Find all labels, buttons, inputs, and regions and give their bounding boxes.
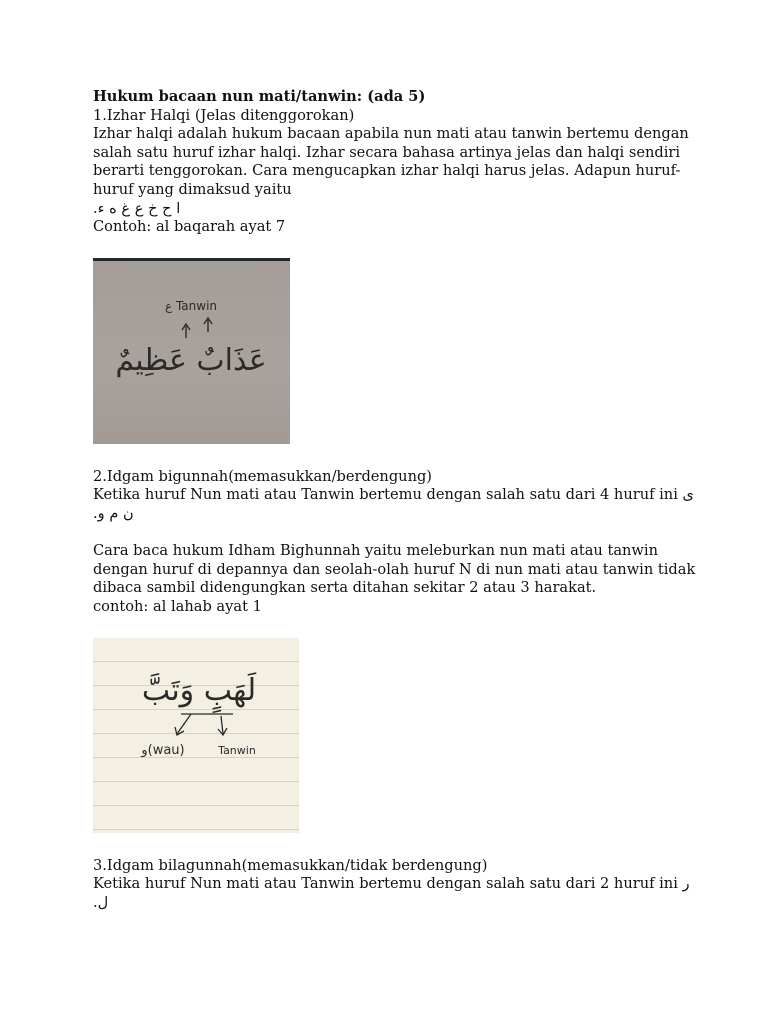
arrow-icon	[221, 716, 223, 734]
example-photo-baqarah	[93, 258, 290, 444]
section1-para-line: huruf yang dimaksud yaitu	[93, 180, 292, 198]
section1-para-line: berarti tenggorokan. Cara mengucapkan izhar halqi harus jelas. Adapun huruf-	[93, 162, 681, 180]
photo-label-right: Tanwin	[218, 743, 256, 757]
section3-heading: 3.Idgam bilagunnah(memasukkan/tidak berdengung)	[93, 856, 488, 874]
section2-example: contoh: al lahab ayat 1	[93, 597, 262, 615]
section1-para-line: Izhar halqi adalah hukum bacaan apabila nun mati atau tanwin bertemu dengan	[93, 125, 689, 143]
document-page	[93, 88, 696, 912]
photo-label-left: و(wau)	[141, 742, 185, 758]
section3-letters: ل.	[93, 893, 109, 911]
example-photo-lahab	[93, 638, 299, 833]
section2-para-line: dengan huruf di depannya dan seolah-olah huruf N di nun mati atau tanwin tidak	[93, 560, 696, 578]
section3-line1: Ketika huruf Nun mati atau Tanwin bertemu dengan salah satu dari 2 huruf ini ر	[93, 875, 690, 893]
blank-line	[93, 524, 683, 543]
section2-heading: 2.Idgam bigunnah(memasukkan/berdengung)	[93, 467, 433, 485]
document-title: Hukum bacaan nun mati/tanwin: (ada 5)	[93, 88, 426, 105]
section1-heading: 1.Izhar Halqi (Jelas ditenggorokan)	[93, 106, 355, 124]
section2-para-line: Cara baca hukum Idham Bighunnah yaitu meleburkan nun mati atau tanwin	[93, 542, 658, 560]
section1-para-line: salah satu huruf izhar halqi. Izhar secara bahasa artinya jelas dan halqi sendiri	[93, 143, 681, 161]
photo-annotation: ع Tanwin	[164, 298, 218, 313]
section2-para-line: dibaca sambil didengungkan serta ditahan sekitar 2 atau 3 harakat.	[93, 579, 597, 597]
section1-example: Contoh: al baqarah ayat 7	[93, 218, 286, 236]
handwriting-drawing	[93, 638, 299, 833]
photo-arabic-text: عَذَابٌ عَظِيمٌ	[115, 342, 267, 378]
section1-letters: ا ح خ ع غ ه ء.	[93, 199, 181, 217]
photo-arabic-text: لَهَبٍ وَتَبَّ	[141, 672, 257, 708]
handwriting-drawing	[93, 258, 290, 444]
section2-line1: Ketika huruf Nun mati atau Tanwin bertemu dengan salah satu dari 4 huruf ini ى	[93, 486, 694, 504]
section2-letters: ن م و.	[93, 504, 134, 522]
